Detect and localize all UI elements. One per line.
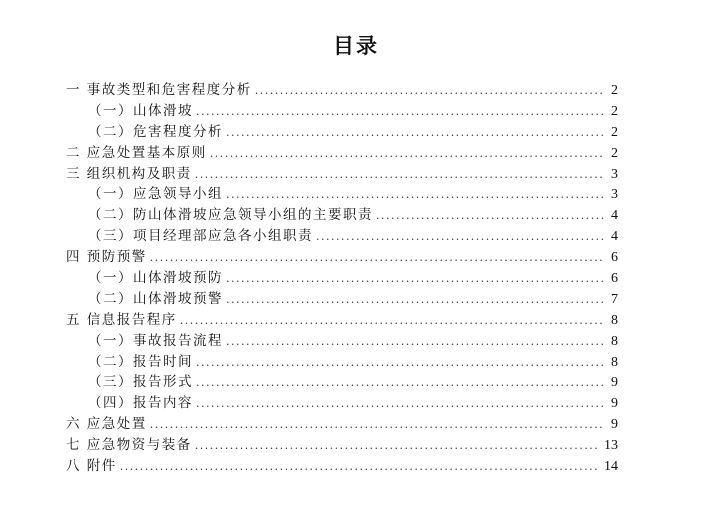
toc-entry-label: （一）事故报告流程 [88,332,223,349]
dot-leader [255,81,604,102]
toc-entry-page-number: 6 [611,271,618,287]
dot-leader [226,269,604,290]
toc-entry-label: 五 信息报告程序 [66,311,177,328]
toc-entry-page-number: 8 [611,312,618,328]
toc-entry-page-number: 9 [611,396,618,412]
dot-leader [180,311,604,332]
toc-entry-label: （二）报告时间 [88,353,193,370]
toc-entry-label: （四）报告内容 [88,395,193,412]
toc-entry-page-number: 3 [611,166,618,182]
dot-leader [120,457,600,478]
toc-entry[interactable] [66,164,618,185]
toc-entry-label: （三）项目经理部应急各小组职责 [88,228,313,245]
toc-entry-label: 七 应急物资与装备 [66,437,192,454]
toc-entry-page-number: 2 [611,83,618,98]
toc-entry-page-number: 13 [604,438,618,454]
toc-entry[interactable] [66,247,618,268]
toc-entry-label: 一 事故类型和危害程度分析 [66,82,252,98]
dot-leader [210,144,604,165]
dot-leader [196,102,604,123]
toc-entry-label: （二）山体滑坡预警 [88,290,223,307]
toc-entry-page-number: 7 [611,291,618,307]
dot-leader [196,373,604,394]
toc-entry-label: （一）山体滑坡预防 [88,270,223,287]
dot-leader [226,332,604,353]
toc-entry[interactable] [66,414,618,435]
toc-entry-label: （一）应急领导小组 [88,186,223,203]
toc-entry[interactable] [66,268,618,289]
toc-entry-page-number: 6 [611,250,618,266]
toc-entry-page-number: 4 [611,208,618,224]
toc-entry-page-number: 3 [611,187,618,203]
toc-entry-label: 四 预防预警 [66,249,147,266]
dot-leader [195,165,604,186]
toc-entry-page-number: 2 [611,103,618,119]
toc-entry-page-number: 4 [611,229,618,245]
dot-leader [226,185,604,206]
dot-leader [196,353,604,374]
toc-entry-page-number: 8 [611,333,618,349]
toc-entry[interactable] [66,226,618,247]
toc-entry[interactable] [66,101,618,122]
toc-title: 目录 [333,33,379,58]
toc-entry[interactable] [66,456,618,477]
toc-entry-page-number: 9 [611,375,618,391]
toc-entry[interactable] [66,393,618,414]
dot-leader [196,394,604,415]
toc-entry-page-number: 2 [611,124,618,140]
toc-entry-label: 八 附件 [66,458,117,475]
toc-entry[interactable] [66,184,618,205]
toc-entry-page-number: 2 [611,145,618,161]
toc-entry-page-number: 8 [611,354,618,370]
toc-list [66,80,618,477]
toc-entry-label: 二 应急处置基本原则 [66,144,207,161]
toc-entry[interactable] [66,331,618,352]
dot-leader [195,436,600,457]
dot-leader [150,248,604,269]
dot-leader [316,227,604,248]
toc-entry-label: （三）报告形式 [88,374,193,391]
toc-entry[interactable] [66,289,618,310]
toc-entry-page-number: 14 [604,459,618,475]
dot-leader [226,290,604,311]
toc-entry[interactable] [66,435,618,456]
toc-entry[interactable] [66,310,618,331]
dot-leader [226,123,604,144]
toc-entry[interactable] [66,80,618,101]
toc-entry-page-number: 9 [611,417,618,433]
toc-entry[interactable] [66,143,618,164]
toc-entry[interactable] [66,352,618,373]
toc-entry[interactable] [66,205,618,226]
toc-entry-label: （一）山体滑坡 [88,102,193,119]
dot-leader [376,206,604,227]
toc-entry-label: 六 应急处置 [66,416,147,433]
toc-entry-label: 三 组织机构及职责 [66,165,192,182]
toc-entry[interactable] [66,122,618,143]
toc-entry-label: （二）防山体滑坡应急领导小组的主要职责 [88,207,373,224]
dot-leader [150,415,604,436]
toc-entry-label: （二）危害程度分析 [88,123,223,140]
toc-entry[interactable] [66,372,618,393]
